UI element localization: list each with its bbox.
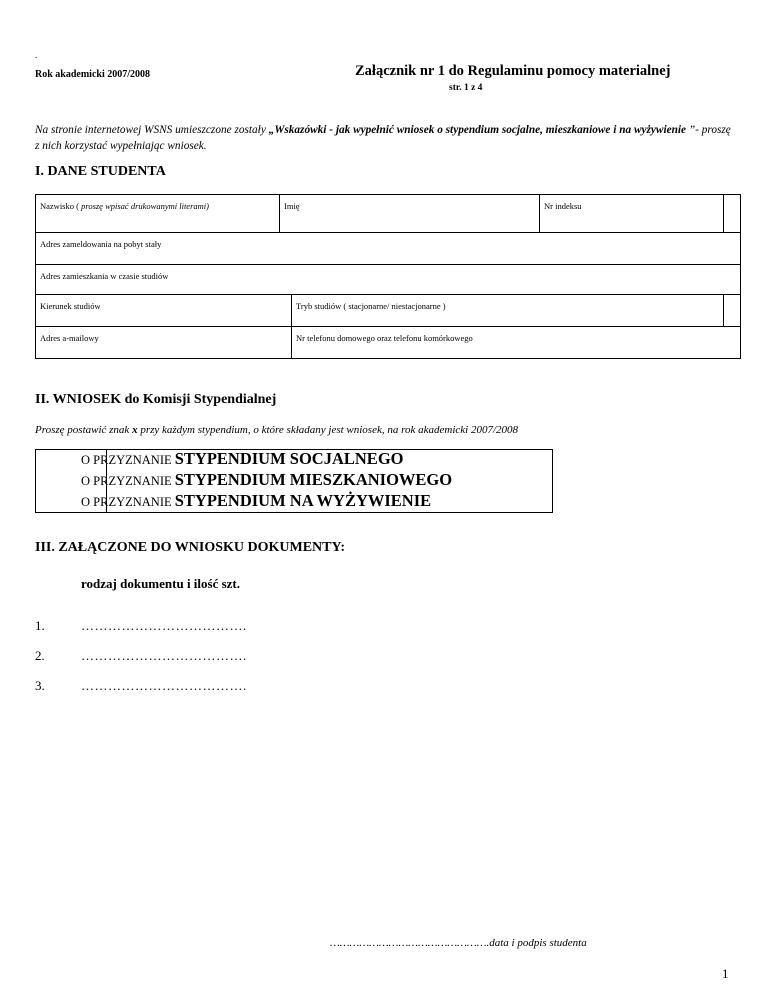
mark-x: x: [132, 424, 138, 436]
section3-title: III. ZAŁĄCZONE DO WNIOSKU DOKUMENTY:: [35, 540, 345, 555]
intro-paragraph: [35, 122, 735, 155]
intro-text-1: Na stronie internetowej WSNS umieszczone zostały: [35, 124, 269, 136]
option-social-scholarship[interactable]: O PRZYZNANIE STYPENDIUM SOCJALNEGO: [81, 449, 404, 468]
document-entry-1[interactable]: ……………………………….: [81, 618, 247, 633]
document-number-3: 3.: [35, 678, 45, 693]
study-mode-extra-cell: [724, 295, 741, 327]
section1-title: I. DANE STUDENTA: [35, 164, 166, 179]
email-label: Adres a-mailowy: [40, 333, 99, 343]
document-number-1: 1.: [35, 618, 45, 633]
surname-label: Nazwisko ( proszę wpisać drukowanymi literami): [40, 201, 209, 211]
study-address-cell[interactable]: [36, 265, 741, 295]
field-of-study-label: Kierunek studiów: [40, 301, 101, 311]
index-number-cell[interactable]: [540, 195, 724, 233]
signature-line[interactable]: ………………………………………….data i podpis studenta: [330, 937, 587, 949]
study-mode-cell[interactable]: [292, 295, 724, 327]
index-number-label: Nr indeksu: [544, 201, 582, 211]
phone-cell[interactable]: [292, 327, 741, 359]
academic-year: Rok akademicki 2007/2008: [35, 69, 151, 80]
permanent-address-cell[interactable]: [36, 233, 741, 265]
study-address-label: Adres zamieszkania w czasie studiów: [40, 271, 169, 281]
index-extra-cell: [724, 195, 741, 233]
option-food-scholarship[interactable]: O PRZYZNANIE STYPENDIUM NA WYŻYWIENIE: [81, 491, 432, 510]
field-of-study-cell[interactable]: [36, 295, 292, 327]
phone-label: Nr telefonu domowego oraz telefonu komórkowego: [296, 333, 473, 343]
permanent-address-label: Adres zameldowania na pobyt stały: [40, 239, 162, 249]
email-cell[interactable]: [36, 327, 292, 359]
annex-title: Załącznik nr 1 do Regulaminu pomocy materialnej: [355, 63, 671, 79]
section2-title: II. WNIOSEK do Komisji Stypendialnej: [35, 392, 277, 407]
surname-cell[interactable]: [36, 195, 280, 233]
study-mode-label: Tryb studiów ( stacjonarne/ niestacjonarne ): [296, 301, 446, 311]
document-entry-2[interactable]: ……………………………….: [81, 648, 247, 663]
section2-instruction: Proszę postawić znak x przy każdym stypendium, o które składany jest wniosek, na rok akademicki 2007/2008: [35, 424, 519, 436]
document-number-2: 2.: [35, 648, 45, 663]
first-name-label: Imię: [284, 201, 300, 211]
intro-text-2: ”- proszę z nich korzystać wypełniając wniosek.: [35, 124, 731, 153]
header-dot: .: [35, 50, 38, 60]
page-number: 1: [722, 966, 729, 981]
documents-subtitle: rodzaj dokumentu i ilość szt.: [81, 576, 241, 591]
option-housing-scholarship[interactable]: O PRZYZNANIE STYPENDIUM MIESZKANIOWEGO: [81, 470, 453, 489]
first-name-cell[interactable]: [280, 195, 540, 233]
document-entry-3[interactable]: ……………………………….: [81, 678, 247, 693]
student-data-table: [35, 194, 741, 359]
page-info: str. 1 z 4: [449, 83, 483, 93]
intro-guidelines-title: „Wskazówki - jak wypełnić wniosek o stypendium socjalne, mieszkaniowe i na wyżywienie: [268, 124, 689, 136]
